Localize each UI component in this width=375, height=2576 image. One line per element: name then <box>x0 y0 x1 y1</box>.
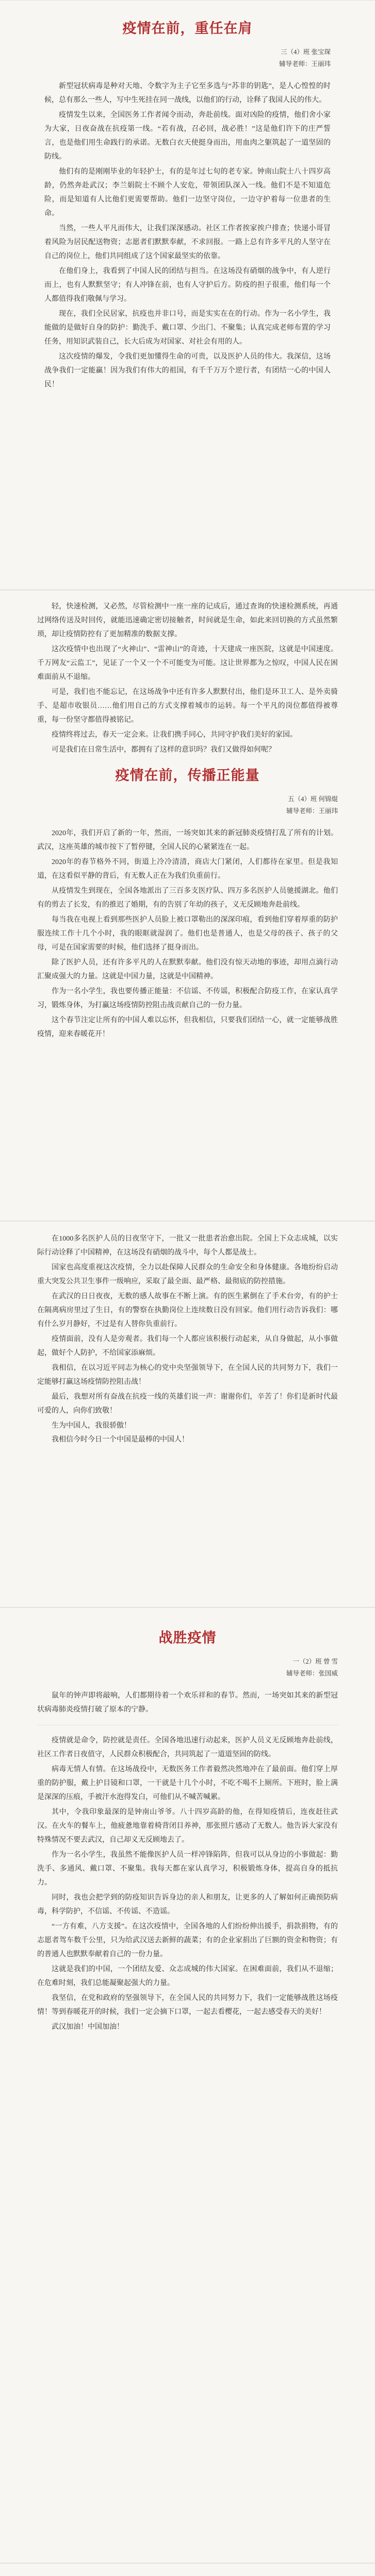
paragraph: 我相信，在以习近平同志为核心的党中央坚强领导下，在全国人民的共同努力下，我们一定能够打赢这场疫情防控阻击战！ <box>37 1364 338 1386</box>
paragraph: 疫情终将过去，春天一定会来。让我们携手同心，共同守护我们美好的家园。 <box>52 731 297 739</box>
paragraph: 除了医护人员，还有许多平凡的人在默默奉献。他们没有惊天动地的事迹，却用点滴行动汇聚成强大的力量。这就是中国力量，这就是中国精神。 <box>37 959 338 980</box>
essay-title: 疫情在前，传播正能量 <box>115 768 260 783</box>
paragraph: 疫情就是命令，防控就是责任。全国各地迅速行动起来，医护人员义无反顾地奔赴前线，社区工作者日夜值守，人民群众积极配合，共同筑起了一道道坚固的防线。 <box>37 1737 338 1758</box>
paragraph: 可是，我们也不能忘记，在这场战争中还有许多人默默付出，他们是环卫工人、是外卖骑手、是超市收银员……他们用自己的方式支撑着城市的运转。每一个平凡的岗位都值得被尊重，每一份坚守都值得被铭记。 <box>37 688 338 724</box>
paragraph: 在1000多名医护人员的日夜坚守下，一批又一批患者治愈出院。全国上下众志成城，以实际行动诠释了中国精神，在这场没有硝烟的战斗中，每个人都是战士。 <box>37 1235 338 1257</box>
closing-line: 生为中国人，我很骄傲！ <box>52 1422 131 1430</box>
essay-title: 疫情在前，重任在肩 <box>122 21 253 36</box>
essay-1 <box>0 0 375 590</box>
essay-2 <box>0 590 375 1221</box>
paragraph: 从疫情发生到现在，全国各地派出了三百多支医疗队、四万多名医护人员驰援湖北。他们有的剪去了长发，有的推迟了婚期，有的告别了年幼的孩子，义无反顾地奔赴前线。 <box>37 887 338 909</box>
paragraph: 疫情面前，没有人是旁观者。我们每一个人都应该积极行动起来，从自身做起，从小事做起，做好个人防护，不给国家添麻烦。 <box>37 1335 338 1357</box>
paragraph: 每当我在电视上看到那些医护人员脸上被口罩勒出的深深印痕，看到他们穿着厚重的防护服连续工作十几个小时，我的眼眶就湿润了。他们也是普通人，也是父母的孩子、孩子的父母，可是在国家需要的时候，他们选择了挺身而出。 <box>37 916 338 952</box>
paragraph: 其中，令我印象最深的是钟南山爷爷。八十四岁高龄的他，在得知疫情后，连夜赶往武汉。在火车的餐车上，他疲惫地靠着椅背闭目养神，那张照片感动了无数人。他告诉大家没有特殊情况不要去武汉，自己却义无反顾地去了。 <box>37 1808 338 1844</box>
paragraph: 病毒无情人有情。在这场战役中，无数医务工作者毅然决然地冲在了最前面。他们穿上厚重的防护服，戴上护目镜和口罩，一干就是十几个小时，不吃不喝不上厕所。下班时，脸上满是深深的压痕，手被汗水泡得发白，可他们从不喊苦喊累。 <box>37 1766 338 1801</box>
paragraph: 这个春节注定让所有的中国人难以忘怀，但我相信，只要我们团结一心，就一定能够战胜疫情，迎来春暖花开！ <box>37 1016 338 1038</box>
author-line: 一（2）班 曾 雪 <box>292 1658 338 1665</box>
paragraph: 国家也高度重视这次疫情，全力以赴保障人民群众的生命安全和身体健康。各地纷纷启动重大突发公共卫生事件一级响应，采取了最全面、最严格、最彻底的防控措施。 <box>37 1264 338 1285</box>
author-line: 三（4）班 张宝琛 <box>281 48 331 56</box>
paragraph: 轻，快速检测，又必然，尽管检测中一座一座的记成后，通过查询的快速检测系统，再通过网络传送及时回传，就能迅速确定密切接触者，时间就是生命，如此来回切换的方式虽然繁琐，却让疫情防控有了更加精准的数据支撑。 <box>37 603 338 638</box>
paragraph: 新型冠状病毒是种对天地、令数字为主子它至多选与“苏非的钥匙”，是人心惶惶的时候，总有那么一些人，写中生死挂在同一战线，以他们的行动，诠释了我国人民的伟大。 <box>44 82 331 104</box>
paragraph: 作为一名小学生，我也要传播正能量：不信谣、不传谣，积极配合防疫工作，在家认真学习，锻炼身体，为打赢这场疫情防控阻击战贡献自己的一份力量。 <box>37 988 338 1009</box>
paragraph: 这次疫情中也出现了“火神山”、“雷神山”的奇迹，十天建成一座医院，这就是中国速度。千万网友“云监工”，见证了一个又一个不可能变为可能。这让世界都为之惊叹，中国人民在困难面前从不退缩。 <box>37 646 338 681</box>
paragraph: 他们有的是刚刚毕业的年轻护士，有的是年过七旬的老专家。钟南山院士八十四岁高龄，仍然奔赴武汉；李兰娟院士不顾个人安危，带领团队深入一线。他们不是不知道危险，而是知道有人比他们更需要帮助。他们一边坚守岗位，一边守护着每一位患者的生命。 <box>44 168 331 217</box>
paragraph: 当然，一些人平凡而伟大，让我们深深感动。社区工作者挨家挨户排查；快递小哥冒着风险为居民配送物资；志愿者们默默奉献，不求回报。一路上总有许多平凡的人坚守在自己的岗位上，他们共同组成了这个国家最坚实的依靠。 <box>44 225 331 260</box>
paragraph: 这次疫情的爆发，令我们更加懂得生命的可贵，以及医护人员的伟大。我深信，这场战争我们一定能赢！因为我们有伟大的祖国，有千千万万个逆行者，有团结一心的中国人民！ <box>44 353 331 388</box>
paragraph: 在他们身上，我看到了中国人民的团结与担当。在这场没有硝烟的战争中，有人逆行而上，也有人默默坚守；有人冲锋在前，也有人守护后方。防疫的担子很重，他们每一个人都值得我们敬佩与学习。 <box>44 267 331 303</box>
essay-3 <box>0 1221 375 1607</box>
essay-5 <box>0 2563 375 2576</box>
teacher-line: 辅导老师：张国威 <box>286 1670 338 1677</box>
paragraph: 作为一名小学生，我虽然不能像医护人员一样冲锋陷阵，但我可以从身边的小事做起：勤洗手、多通风、戴口罩、不聚集。我每天都在家认真学习，积极锻炼身体，提高自身的抵抗力。 <box>37 1851 338 1887</box>
paragraph: 2020年，我们开启了新的一年，然而，一场突如其来的新冠肺炎疫情打乱了所有的计划。武汉，这座英雄的城市按下了暂停键，全国人民的心紧紧连在一起。 <box>37 829 338 851</box>
paragraph: 现在，我们全民居家，抗疫也并非口号，而是实实在在的行动。作为一名小学生，我能做的是做好自身的防护：勤洗手、戴口罩、少出门、不聚集；认真完成老师布置的学习任务，用知识武装自己，长大后成为对国家、对社会有用的人。 <box>44 310 331 346</box>
author-line: 五（4）班 何锦焜 <box>288 795 338 803</box>
teacher-line: 辅导老师：王丽玮 <box>286 807 338 815</box>
teacher-line: 辅导老师：王丽玮 <box>279 60 331 67</box>
paragraph: 可是我们在日常生活中，都拥有了这样的意识吗？我们又做得如何呢？ <box>52 746 275 754</box>
paragraph: 疫情发生以来，全国医务工作者闻令而动，奔赴前线。面对凶险的疫情，他们舍小家为大家，日夜奋战在抗疫第一线。“若有战，召必回，战必胜！”这是他们许下的庄严誓言，也是他们用生命践行的承诺。无数白衣天使挺身而出，用血肉之躯筑起了一道坚固的防线。 <box>44 111 331 161</box>
paragraph: 武汉加油！中国加油！ <box>52 2023 124 2031</box>
paragraph: 鼠年的钟声即将敲响，人们都期待着一个欢乐祥和的春节。然而，一场突如其来的新型冠状病毒肺炎疫情打破了原本的宁静。 <box>37 1692 338 1714</box>
essay-title: 战胜疫情 <box>158 1630 217 1646</box>
paragraph: 在武汉的日日夜夜，无数的感人故事在不断上演。有的医生累倒在了手术台旁，有的护士在隔离病房里过了生日，有的警察在执勤岗位上连续数日没有回家。他们用行动告诉我们：哪有什么岁月静好，不过是有人替你负重前行。 <box>37 1293 338 1328</box>
paragraph: 2020年的春节格外不同，街道上冷冷清清，商店大门紧闭，人们都待在家里。但是我知道，在这看似平静的背后，有无数人正在为我们负重前行。 <box>37 858 338 880</box>
paragraph: “一方有难，八方支援”。在这次疫情中，全国各地的人们纷纷伸出援手，捐款捐物，有的志愿者驾车数千公里，只为给武汉送去新鲜的蔬菜；有的企业家捐出了巨额的资金和物资；有的普通人也默默奉献着自己的一份力量。 <box>37 1923 338 1958</box>
paragraph: 同时，我也会把学到的防疫知识告诉身边的亲人和朋友，让更多的人了解如何正确预防病毒，科学防护，不信谣、不传谣、不造谣。 <box>37 1894 338 1916</box>
paragraph: 最后，我想对所有奋战在抗疫一线的英雄们说一声：谢谢你们，辛苦了！你们是新时代最可爱的人，向你们致敬！ <box>37 1393 338 1415</box>
paragraph: 我坚信，在党和政府的坚强领导下，在全国人民的共同努力下，我们一定能够战胜这场疫情！等到春暖花开的时候，我们一定会摘下口罩，一起去看樱花，一起去感受春天的美好！ <box>37 1994 338 2016</box>
paragraph: 这就是我们的中国，一个团结友爱、众志成城的伟大国家。在困难面前，我们从不退缩；在危难时刻，我们总能凝聚起强大的力量。 <box>37 1965 338 1987</box>
essay-4 <box>0 1607 375 2563</box>
closing-line: 我相信今时今日一个中国是最棒的中国人！ <box>52 1436 189 1444</box>
